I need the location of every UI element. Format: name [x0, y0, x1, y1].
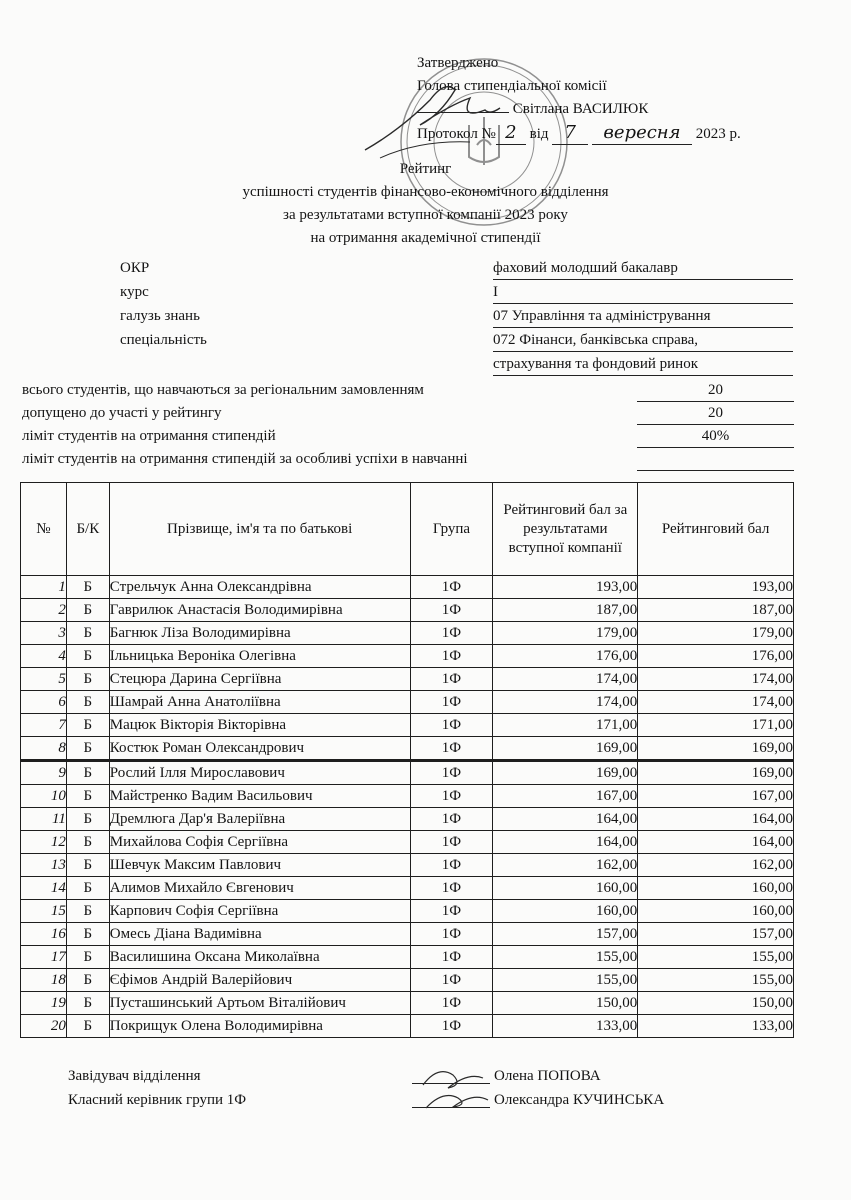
ranking-table — [20, 482, 794, 1038]
row-full-name: Покрищук Олена Володимирівна — [109, 1015, 410, 1038]
row-rating-score: 133,00 — [638, 1015, 794, 1038]
row-number: 18 — [21, 969, 67, 992]
footer-role-teacher: Класний керівник групи 1Ф — [68, 1092, 247, 1108]
row-number: 19 — [21, 992, 67, 1015]
row-rating-score: 155,00 — [638, 969, 794, 992]
row-full-name: Ільницька Вероніка Олегівна — [109, 645, 410, 668]
table-row — [21, 1015, 794, 1038]
table-row — [21, 831, 794, 854]
row-budget-contract: Б — [66, 808, 109, 831]
title-line-2: успішності студентів фінансово-економічного відділення — [242, 184, 609, 200]
row-number: 16 — [21, 923, 67, 946]
row-budget-contract: Б — [66, 761, 109, 785]
row-entrance-score: 169,00 — [493, 761, 638, 785]
table-row — [21, 854, 794, 877]
stat-value — [637, 451, 794, 471]
protocol-label: Протокол № — [417, 126, 496, 142]
param-row — [120, 354, 795, 378]
row-budget-contract: Б — [66, 923, 109, 946]
row-rating-score: 164,00 — [638, 808, 794, 831]
row-number: 2 — [21, 599, 67, 622]
row-budget-contract: Б — [66, 831, 109, 854]
row-budget-contract: Б — [66, 714, 109, 737]
row-rating-score: 179,00 — [638, 622, 794, 645]
param-row — [120, 258, 795, 282]
row-number: 12 — [21, 831, 67, 854]
row-number: 17 — [21, 946, 67, 969]
header-rating-score: Рейтинговий бал — [638, 483, 794, 576]
protocol-from-label: від — [529, 126, 549, 142]
footer-name-head: Олена ПОПОВА — [494, 1068, 601, 1084]
row-full-name: Омесь Діана Вадимівна — [109, 923, 410, 946]
row-rating-score: 164,00 — [638, 831, 794, 854]
approval-position: Голова стипендіальної комісії — [417, 78, 607, 94]
stat-label: ліміт студентів на отримання стипендій — [22, 428, 276, 444]
row-budget-contract: Б — [66, 946, 109, 969]
footer-role-head: Завідувач відділення — [68, 1068, 201, 1084]
row-rating-score: 174,00 — [638, 691, 794, 714]
row-rating-score: 174,00 — [638, 668, 794, 691]
row-rating-score: 160,00 — [638, 877, 794, 900]
param-row — [120, 330, 795, 354]
row-rating-score: 162,00 — [638, 854, 794, 877]
row-group: 1Ф — [410, 992, 493, 1015]
row-number: 5 — [21, 668, 67, 691]
row-entrance-score: 164,00 — [493, 831, 638, 854]
table-row — [21, 923, 794, 946]
row-entrance-score: 174,00 — [493, 668, 638, 691]
row-full-name: Пусташинський Артьом Віталійович — [109, 992, 410, 1015]
row-full-name: Костюк Роман Олександрович — [109, 737, 410, 761]
row-entrance-score: 160,00 — [493, 900, 638, 923]
row-full-name: Багнюк Ліза Володимирівна — [109, 622, 410, 645]
row-rating-score: 171,00 — [638, 714, 794, 737]
row-budget-contract: Б — [66, 691, 109, 714]
row-full-name: Гаврилюк Анастасія Володимирівна — [109, 599, 410, 622]
title-line-4: на отримання академічної стипендії — [310, 230, 541, 246]
row-entrance-score: 167,00 — [493, 785, 638, 808]
row-full-name: Михайлова Софія Сергіївна — [109, 831, 410, 854]
row-full-name: Карпович Софія Сергіївна — [109, 900, 410, 923]
row-full-name: Шамрай Анна Анатоліївна — [109, 691, 410, 714]
stat-row — [22, 380, 794, 403]
row-rating-score: 157,00 — [638, 923, 794, 946]
row-number: 13 — [21, 854, 67, 877]
row-number: 20 — [21, 1015, 67, 1038]
row-number: 10 — [21, 785, 67, 808]
row-entrance-score: 171,00 — [493, 714, 638, 737]
row-full-name: Стецюра Дарина Сергіївна — [109, 668, 410, 691]
approval-line: Затверджено — [417, 55, 499, 71]
protocol-number: 2 — [496, 121, 526, 145]
row-budget-contract: Б — [66, 576, 109, 599]
row-entrance-score: 155,00 — [493, 969, 638, 992]
param-value: І — [493, 284, 793, 304]
stat-value: 20 — [637, 382, 794, 402]
table-row — [21, 969, 794, 992]
row-budget-contract: Б — [66, 785, 109, 808]
row-full-name: Шевчук Максим Павлович — [109, 854, 410, 877]
row-group: 1Ф — [410, 923, 493, 946]
table-body — [21, 576, 794, 1038]
enrollment-stats — [22, 380, 794, 472]
table-row — [21, 877, 794, 900]
row-number: 6 — [21, 691, 67, 714]
row-budget-contract: Б — [66, 668, 109, 691]
footer-name-teacher: Олександра КУЧИНСЬКА — [494, 1092, 665, 1108]
row-number: 3 — [21, 622, 67, 645]
header-budget-contract: Б/К — [66, 483, 109, 576]
table-row — [21, 622, 794, 645]
footer-signatures-image — [418, 1060, 498, 1115]
row-full-name: Мацюк Вікторія Вікторівна — [109, 714, 410, 737]
row-rating-score: 193,00 — [638, 576, 794, 599]
stat-label: допущено до участі у рейтингу — [22, 405, 222, 421]
row-rating-score: 169,00 — [638, 761, 794, 785]
param-row — [120, 282, 795, 306]
row-entrance-score: 150,00 — [493, 992, 638, 1015]
row-budget-contract: Б — [66, 645, 109, 668]
param-label: спеціальність — [120, 332, 207, 348]
row-full-name: Дремлюга Дар'я Валеріївна — [109, 808, 410, 831]
table-row — [21, 808, 794, 831]
document-title — [0, 158, 851, 250]
row-group: 1Ф — [410, 854, 493, 877]
approver-name: Світлана ВАСИЛЮК — [512, 101, 649, 117]
row-group: 1Ф — [410, 737, 493, 761]
row-entrance-score: 157,00 — [493, 923, 638, 946]
table-row — [21, 576, 794, 599]
row-full-name: Стрельчук Анна Олександрівна — [109, 576, 410, 599]
row-full-name: Єфімов Андрій Валерійович — [109, 969, 410, 992]
stat-row — [22, 403, 794, 426]
row-group: 1Ф — [410, 946, 493, 969]
table-row — [21, 900, 794, 923]
row-group: 1Ф — [410, 576, 493, 599]
row-rating-score: 155,00 — [638, 946, 794, 969]
row-number: 1 — [21, 576, 67, 599]
row-group: 1Ф — [410, 1015, 493, 1038]
row-rating-score: 150,00 — [638, 992, 794, 1015]
protocol-month: вересня — [592, 121, 692, 145]
row-budget-contract: Б — [66, 1015, 109, 1038]
row-group: 1Ф — [410, 969, 493, 992]
row-rating-score: 167,00 — [638, 785, 794, 808]
approver-signature-image — [360, 70, 510, 160]
table-row — [21, 785, 794, 808]
param-label: курс — [120, 284, 149, 300]
row-number: 11 — [21, 808, 67, 831]
row-entrance-score: 160,00 — [493, 877, 638, 900]
table-row — [21, 645, 794, 668]
row-group: 1Ф — [410, 761, 493, 785]
row-budget-contract: Б — [66, 622, 109, 645]
stat-row — [22, 449, 794, 472]
param-label: ОКР — [120, 260, 150, 276]
row-entrance-score: 176,00 — [493, 645, 638, 668]
row-entrance-score: 169,00 — [493, 737, 638, 761]
param-label: галузь знань — [120, 308, 200, 324]
row-rating-score: 160,00 — [638, 900, 794, 923]
row-full-name: Алимов Михайло Євгенович — [109, 877, 410, 900]
row-entrance-score: 174,00 — [493, 691, 638, 714]
row-group: 1Ф — [410, 808, 493, 831]
row-number: 14 — [21, 877, 67, 900]
row-rating-score: 187,00 — [638, 599, 794, 622]
row-entrance-score: 179,00 — [493, 622, 638, 645]
table-header-row — [21, 483, 794, 576]
table-row — [21, 599, 794, 622]
row-number: 4 — [21, 645, 67, 668]
row-entrance-score: 162,00 — [493, 854, 638, 877]
row-group: 1Ф — [410, 622, 493, 645]
stat-value: 40% — [637, 428, 794, 448]
table-row — [21, 714, 794, 737]
row-group: 1Ф — [410, 785, 493, 808]
row-group: 1Ф — [410, 714, 493, 737]
table-row — [21, 737, 794, 761]
row-group: 1Ф — [410, 599, 493, 622]
title-line-1: Рейтинг — [399, 161, 452, 177]
row-entrance-score: 193,00 — [493, 576, 638, 599]
row-rating-score: 176,00 — [638, 645, 794, 668]
row-group: 1Ф — [410, 900, 493, 923]
row-number: 8 — [21, 737, 67, 761]
header-number: № — [21, 483, 67, 576]
row-full-name: Майстренко Вадим Васильович — [109, 785, 410, 808]
row-group: 1Ф — [410, 645, 493, 668]
stat-label: ліміт студентів на отримання стипендій за особливі успіхи в навчанні — [22, 451, 468, 467]
header-group: Група — [410, 483, 493, 576]
row-group: 1Ф — [410, 831, 493, 854]
header-full-name: Прізвище, ім'я та по батькові — [109, 483, 410, 576]
row-budget-contract: Б — [66, 992, 109, 1015]
row-number: 7 — [21, 714, 67, 737]
table-row — [21, 668, 794, 691]
stat-row — [22, 426, 794, 449]
param-value: 07 Управління та адміністрування — [493, 308, 793, 328]
title-line-3: за результатами вступної компанії 2023 року — [283, 207, 568, 223]
param-row — [120, 306, 795, 330]
param-value: 072 Фінанси, банківська справа, — [493, 332, 793, 352]
row-number: 9 — [21, 761, 67, 785]
row-budget-contract: Б — [66, 969, 109, 992]
stat-value: 20 — [637, 405, 794, 425]
row-rating-score: 169,00 — [638, 737, 794, 761]
row-full-name: Василишина Оксана Миколаївна — [109, 946, 410, 969]
table-row — [21, 992, 794, 1015]
row-group: 1Ф — [410, 877, 493, 900]
row-group: 1Ф — [410, 691, 493, 714]
protocol-day: 7 — [552, 121, 588, 145]
program-parameters — [120, 258, 795, 378]
row-budget-contract: Б — [66, 599, 109, 622]
table-row — [21, 946, 794, 969]
table-row — [21, 691, 794, 714]
stat-label: всього студентів, що навчаються за регіональним замовленням — [22, 382, 424, 398]
row-entrance-score: 164,00 — [493, 808, 638, 831]
table-row — [21, 761, 794, 785]
row-group: 1Ф — [410, 668, 493, 691]
row-budget-contract: Б — [66, 737, 109, 761]
row-number: 15 — [21, 900, 67, 923]
row-budget-contract: Б — [66, 877, 109, 900]
param-value: страхування та фондовий ринок — [493, 356, 793, 376]
header-entrance-score: Рейтинговий бал за результатами вступної компанії — [493, 483, 638, 576]
row-entrance-score: 187,00 — [493, 599, 638, 622]
row-full-name: Рослий Ілля Мирославович — [109, 761, 410, 785]
row-entrance-score: 133,00 — [493, 1015, 638, 1038]
row-budget-contract: Б — [66, 900, 109, 923]
protocol-year: 2023 р. — [695, 126, 741, 142]
param-value: фаховий молодший бакалавр — [493, 260, 793, 280]
row-entrance-score: 155,00 — [493, 946, 638, 969]
row-budget-contract: Б — [66, 854, 109, 877]
